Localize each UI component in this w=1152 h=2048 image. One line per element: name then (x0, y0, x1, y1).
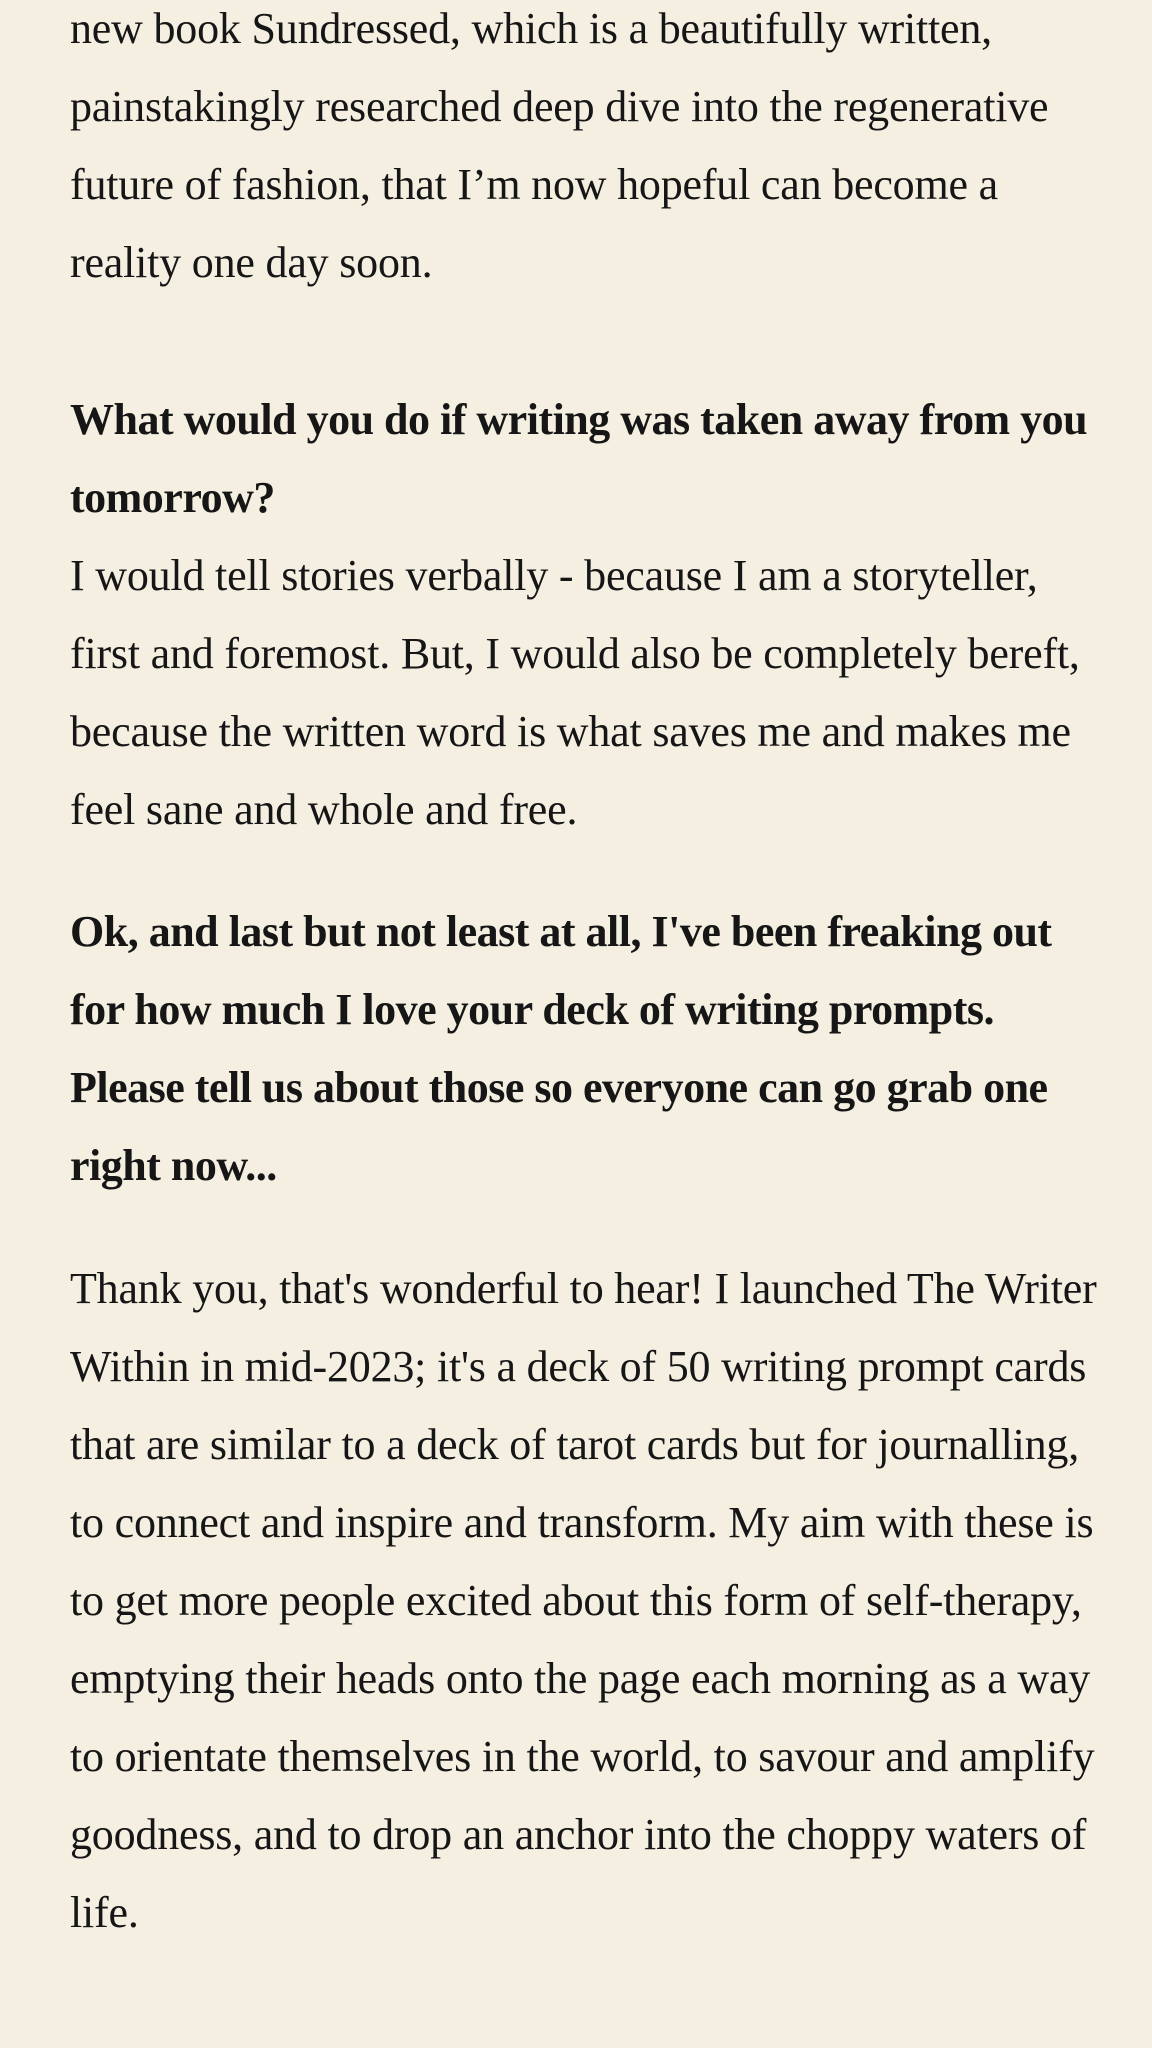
interview-question-1: What would you do if writing was taken away from you tomorrow? (70, 395, 1088, 522)
intro-paragraph: new book Sundressed, which is a beautifully written, painstakingly researched deep dive into the regenerative future of fashion, that I’m now hopeful can become a reality one day soon. (70, 4, 1049, 287)
interview-answer-2: Thank you, that's wonderful to hear! I launched The Writer Within in mid-2023; it's a deck of 50 writing prompt cards that are similar to a deck of tarot cards but for journalling, to connect and inspire and transform. My aim with these is to get more people excited about this form of self-therapy, emptying their heads onto the page each morning as a way to orientate themselves in the world, to savour and amplify goodness, and to drop an anchor into the choppy waters of life. (70, 1264, 1097, 1937)
interview-question-2: Ok, and last but not least at all, I've been freaking out for how much I love your deck of writing prompts. Please tell us about those so everyone can go grab one right now... (70, 907, 1052, 1190)
interview-answer-1: I would tell stories verbally - because I am a storyteller, first and foremost. But, I would also be completely bereft, because the written word is what saves me and makes me feel sane and whole and free. (70, 551, 1080, 834)
